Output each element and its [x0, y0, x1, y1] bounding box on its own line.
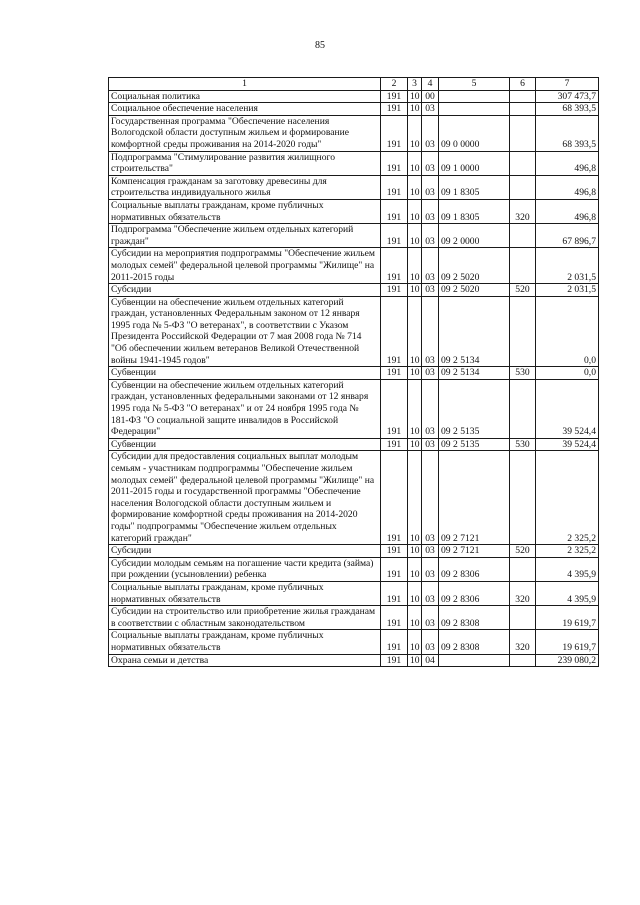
table-row: [109, 175, 599, 199]
row-section-code: 10: [408, 90, 422, 103]
row-sum: 496,8: [536, 151, 599, 175]
row-section-code: 10: [408, 103, 422, 116]
table-row: [109, 581, 599, 605]
row-sum: 68 393,5: [536, 115, 599, 151]
row-target-article: 09 2 8308: [439, 630, 510, 654]
row-subsection-code: 03: [422, 284, 439, 297]
table-row: [109, 367, 599, 380]
row-sum: 4 395,9: [536, 581, 599, 605]
row-expense-type: [510, 248, 536, 284]
row-sum: 2 325,2: [536, 545, 599, 558]
row-target-article: [439, 654, 510, 667]
column-header-expense-type: 6: [510, 78, 536, 91]
row-ministry-code: 191: [381, 175, 408, 199]
row-name: Социальные выплаты гражданам, кроме публичных нормативных обязательств: [109, 630, 381, 654]
row-subsection-code: 03: [422, 438, 439, 451]
table-row: [109, 199, 599, 223]
row-sum: 496,8: [536, 199, 599, 223]
table-row: [109, 606, 599, 630]
row-expense-type: 520: [510, 284, 536, 297]
row-subsection-code: 03: [422, 451, 439, 545]
row-subsection-code: 03: [422, 115, 439, 151]
row-target-article: 09 2 7121: [439, 451, 510, 545]
row-ministry-code: 191: [381, 224, 408, 248]
row-subsection-code: 03: [422, 545, 439, 558]
row-section-code: 10: [408, 606, 422, 630]
row-subsection-code: 03: [422, 199, 439, 223]
row-section-code: 10: [408, 224, 422, 248]
row-expense-type: [510, 90, 536, 103]
row-section-code: 10: [408, 115, 422, 151]
column-header-name: 1: [109, 78, 381, 91]
row-subsection-code: 03: [422, 175, 439, 199]
row-ministry-code: 191: [381, 581, 408, 605]
row-section-code: 10: [408, 379, 422, 438]
column-header-subsection: 4: [422, 78, 439, 91]
row-name: Субвенции: [109, 367, 381, 380]
row-name: Субсидии на мероприятия подпрограммы "Обеспечение жильем молодых семей" федеральной целевой программы "Жилище" на 2011-2015 годы: [109, 248, 381, 284]
row-name: Субсидии молодым семьям на погашение части кредита (займа) при рождении (усыновлении) ребенка: [109, 557, 381, 581]
row-name: Государственная программа "Обеспечение населения Вологодской области доступным жильем и формирование комфортной среды проживания на 2014-2020 годы": [109, 115, 381, 151]
row-section-code: 10: [408, 557, 422, 581]
row-expense-type: 530: [510, 367, 536, 380]
row-ministry-code: 191: [381, 545, 408, 558]
row-name: Субвенции: [109, 438, 381, 451]
row-target-article: 09 2 5134: [439, 296, 510, 367]
row-target-article: [439, 90, 510, 103]
row-subsection-code: 03: [422, 379, 439, 438]
row-section-code: 10: [408, 199, 422, 223]
table-row: [109, 284, 599, 297]
row-ministry-code: 191: [381, 199, 408, 223]
row-name: Социальная политика: [109, 90, 381, 103]
table-row: [109, 248, 599, 284]
row-name: Субсидии: [109, 545, 381, 558]
column-header-ministry: 2: [381, 78, 408, 91]
row-ministry-code: 191: [381, 606, 408, 630]
row-name: Охрана семьи и детства: [109, 654, 381, 667]
row-section-code: 10: [408, 581, 422, 605]
table-row: [109, 115, 599, 151]
row-section-code: 10: [408, 175, 422, 199]
row-target-article: 09 1 0000: [439, 151, 510, 175]
table-row: [109, 545, 599, 558]
row-expense-type: [510, 296, 536, 367]
row-subsection-code: 00: [422, 90, 439, 103]
row-ministry-code: 191: [381, 115, 408, 151]
row-target-article: [439, 103, 510, 116]
row-sum: 496,8: [536, 175, 599, 199]
row-sum: 2 031,5: [536, 248, 599, 284]
row-expense-type: [510, 224, 536, 248]
row-sum: 19 619,7: [536, 630, 599, 654]
row-name: Компенсация гражданам за заготовку древесины для строительства индивидуального жилья: [109, 175, 381, 199]
row-expense-type: [510, 606, 536, 630]
row-ministry-code: 191: [381, 557, 408, 581]
table-row: [109, 630, 599, 654]
row-subsection-code: 03: [422, 248, 439, 284]
row-subsection-code: 03: [422, 103, 439, 116]
row-sum: 68 393,5: [536, 103, 599, 116]
row-sum: 307 473,7: [536, 90, 599, 103]
row-name: Субсидии для предоставления социальных выплат молодым семьям - участникам подпрограммы "Обеспечение жильем молодых семей" федеральной целевой программы "Жилище" на 2011-2015 годы и государственной программы "Обеспечение населения Вологодской области доступным жильем и формирование комфортной среды проживания на 2014-2020 годы" подпрограммы "Обеспечение жильем отдельных категорий граждан": [109, 451, 381, 545]
table-row: [109, 438, 599, 451]
row-sum: 39 524,4: [536, 379, 599, 438]
row-name: Социальные выплаты гражданам, кроме публичных нормативных обязательств: [109, 199, 381, 223]
row-expense-type: [510, 379, 536, 438]
row-subsection-code: 03: [422, 367, 439, 380]
row-sum: 2 031,5: [536, 284, 599, 297]
row-subsection-code: 03: [422, 581, 439, 605]
row-sum: 239 080,2: [536, 654, 599, 667]
row-section-code: 10: [408, 654, 422, 667]
row-section-code: 10: [408, 296, 422, 367]
row-expense-type: [510, 175, 536, 199]
row-target-article: 09 2 8306: [439, 581, 510, 605]
row-ministry-code: 191: [381, 151, 408, 175]
row-sum: 0,0: [536, 296, 599, 367]
row-sum: 4 395,9: [536, 557, 599, 581]
row-target-article: 09 2 8306: [439, 557, 510, 581]
row-expense-type: [510, 151, 536, 175]
row-ministry-code: 191: [381, 367, 408, 380]
row-sum: 67 896,7: [536, 224, 599, 248]
row-sum: 0,0: [536, 367, 599, 380]
row-sum: 2 325,2: [536, 451, 599, 545]
row-target-article: 09 2 5134: [439, 367, 510, 380]
row-section-code: 10: [408, 545, 422, 558]
row-target-article: 09 2 5135: [439, 379, 510, 438]
row-section-code: 10: [408, 151, 422, 175]
row-subsection-code: 03: [422, 151, 439, 175]
page-number: 85: [315, 40, 325, 51]
row-subsection-code: 03: [422, 557, 439, 581]
row-name: Субсидии: [109, 284, 381, 297]
row-name: Субвенции на обеспечение жильем отдельных категорий граждан, установленных федеральными законами от 12 января 1995 года № 5-ФЗ "О ветеранах" и от 24 ноября 1995 года № 181-ФЗ "О социальной защите инвалидов в Российской Федерации": [109, 379, 381, 438]
row-expense-type: 320: [510, 199, 536, 223]
row-expense-type: [510, 103, 536, 116]
row-subsection-code: 03: [422, 296, 439, 367]
row-name: Подпрограмма "Обеспечение жильем отдельных категорий граждан": [109, 224, 381, 248]
row-subsection-code: 03: [422, 606, 439, 630]
row-name: Подпрограмма "Стимулирование развития жилищного строительства": [109, 151, 381, 175]
row-expense-type: 320: [510, 581, 536, 605]
column-header-section: 3: [408, 78, 422, 91]
row-expense-type: [510, 557, 536, 581]
row-expense-type: [510, 115, 536, 151]
row-subsection-code: 03: [422, 224, 439, 248]
row-section-code: 10: [408, 451, 422, 545]
row-expense-type: [510, 654, 536, 667]
row-ministry-code: 191: [381, 451, 408, 545]
row-section-code: 10: [408, 284, 422, 297]
row-subsection-code: 04: [422, 654, 439, 667]
table-row: [109, 90, 599, 103]
row-expense-type: 530: [510, 438, 536, 451]
row-subsection-code: 03: [422, 630, 439, 654]
row-name: Субвенции на обеспечение жильем отдельных категорий граждан, установленных Федеральным законом от 12 января 1995 года № 5-ФЗ "О ветеранах", в соответствии с Указом Президента Российской Федерации от 7 мая 2008 года № 714 "Об обеспечении жильем ветеранов Великой Отечественной войны 1941-1945 годов": [109, 296, 381, 367]
table-row: [109, 654, 599, 667]
table-row: [109, 451, 599, 545]
row-expense-type: 320: [510, 630, 536, 654]
table-row: [109, 379, 599, 438]
table-row: [109, 224, 599, 248]
column-header-target: 5: [439, 78, 510, 91]
row-ministry-code: 191: [381, 248, 408, 284]
row-section-code: 10: [408, 438, 422, 451]
row-sum: 19 619,7: [536, 606, 599, 630]
row-target-article: 09 0 0000: [439, 115, 510, 151]
row-ministry-code: 191: [381, 379, 408, 438]
row-ministry-code: 191: [381, 630, 408, 654]
row-target-article: 09 2 7121: [439, 545, 510, 558]
row-ministry-code: 191: [381, 438, 408, 451]
row-target-article: 09 2 5020: [439, 248, 510, 284]
row-expense-type: [510, 451, 536, 545]
row-name: Субсидии на строительство или приобретение жилья гражданам в соответствии с областным законодательством: [109, 606, 381, 630]
row-ministry-code: 191: [381, 654, 408, 667]
row-expense-type: 520: [510, 545, 536, 558]
row-name: Социальные выплаты гражданам, кроме публичных нормативных обязательств: [109, 581, 381, 605]
row-target-article: 09 2 5135: [439, 438, 510, 451]
row-target-article: 09 2 5020: [439, 284, 510, 297]
table-header-row: [109, 78, 599, 91]
row-sum: 39 524,4: [536, 438, 599, 451]
row-section-code: 10: [408, 248, 422, 284]
row-section-code: 10: [408, 630, 422, 654]
budget-table: [108, 77, 599, 667]
row-target-article: 09 2 8308: [439, 606, 510, 630]
table-row: [109, 103, 599, 116]
row-ministry-code: 191: [381, 296, 408, 367]
table-row: [109, 151, 599, 175]
column-header-sum: 7: [536, 78, 599, 91]
row-target-article: 09 1 8305: [439, 199, 510, 223]
row-ministry-code: 191: [381, 90, 408, 103]
row-section-code: 10: [408, 367, 422, 380]
row-ministry-code: 191: [381, 103, 408, 116]
table-row: [109, 296, 599, 367]
row-target-article: 09 1 8305: [439, 175, 510, 199]
table-row: [109, 557, 599, 581]
row-target-article: 09 2 0000: [439, 224, 510, 248]
row-ministry-code: 191: [381, 284, 408, 297]
row-name: Социальное обеспечение населения: [109, 103, 381, 116]
